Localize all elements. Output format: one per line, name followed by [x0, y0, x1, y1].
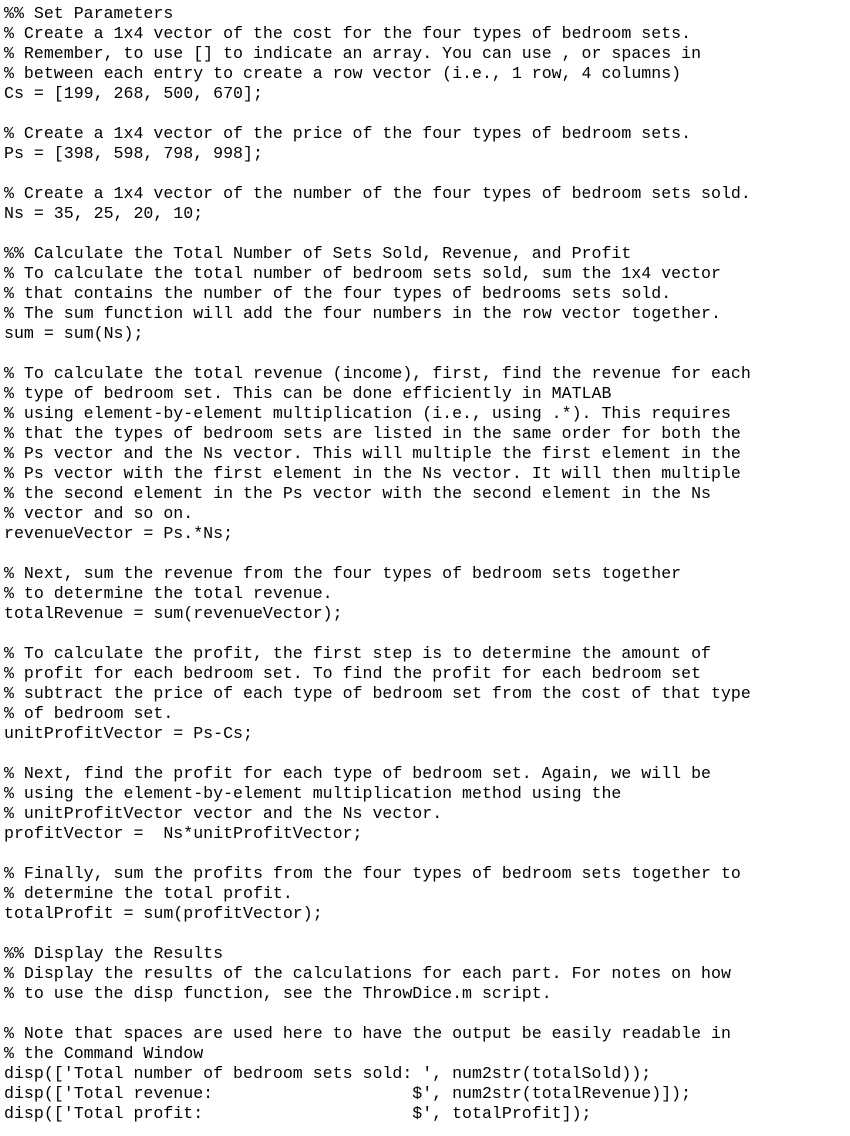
- code-line[interactable]: [4, 1004, 846, 1024]
- code-line[interactable]: % Create a 1x4 vector of the number of the four types of bedroom sets sold.: [4, 184, 751, 203]
- code-line[interactable]: % type of bedroom set. This can be done efficiently in MATLAB: [4, 384, 612, 403]
- code-line[interactable]: totalRevenue = sum(revenueVector);: [4, 604, 343, 623]
- code-line[interactable]: % of bedroom set.: [4, 704, 174, 723]
- code-line[interactable]: % Display the results of the calculations for each part. For notes on how: [4, 964, 731, 983]
- code-editor[interactable]: [4, 4, 846, 1132]
- code-line[interactable]: % The sum function will add the four numbers in the row vector together.: [4, 304, 721, 323]
- code-line[interactable]: % Ps vector with the first element in the Ns vector. It will then multiple: [4, 464, 741, 483]
- code-line[interactable]: sum = sum(Ns);: [4, 324, 144, 343]
- code-line[interactable]: % unitProfitVector vector and the Ns vector.: [4, 804, 443, 823]
- code-line[interactable]: [4, 624, 846, 644]
- code-line[interactable]: [4, 844, 846, 864]
- code-line[interactable]: unitProfitVector = Ps-Cs;: [4, 724, 253, 743]
- code-line[interactable]: [4, 344, 846, 364]
- code-line[interactable]: % vector and so on.: [4, 504, 194, 523]
- code-line[interactable]: % subtract the price of each type of bedroom set from the cost of that type: [4, 684, 751, 703]
- code-line[interactable]: % Create a 1x4 vector of the cost for the four types of bedroom sets.: [4, 24, 692, 43]
- code-line[interactable]: % Note that spaces are used here to have the output be easily readable in: [4, 1024, 731, 1043]
- code-line[interactable]: % using element-by-element multiplication (i.e., using .*). This requires: [4, 404, 731, 423]
- code-line[interactable]: % Next, sum the revenue from the four types of bedroom sets together: [4, 564, 682, 583]
- code-line[interactable]: totalProfit = sum(profitVector);: [4, 904, 323, 923]
- code-line[interactable]: % Create a 1x4 vector of the price of the four types of bedroom sets.: [4, 124, 692, 143]
- code-line[interactable]: % to use the disp function, see the ThrowDice.m script.: [4, 984, 552, 1003]
- code-line[interactable]: [4, 224, 846, 244]
- code-line[interactable]: % Remember, to use [] to indicate an array. You can use , or spaces in: [4, 44, 702, 63]
- code-line[interactable]: %% Calculate the Total Number of Sets Sold, Revenue, and Profit: [4, 244, 632, 263]
- code-line[interactable]: % that the types of bedroom sets are listed in the same order for both the: [4, 424, 741, 443]
- code-line[interactable]: [4, 164, 846, 184]
- code-line[interactable]: Ns = 35, 25, 20, 10;: [4, 204, 204, 223]
- code-line[interactable]: [4, 104, 846, 124]
- code-line[interactable]: Cs = [199, 268, 500, 670];: [4, 84, 263, 103]
- code-line[interactable]: % the second element in the Ps vector with the second element in the Ns: [4, 484, 712, 503]
- code-line[interactable]: [4, 744, 846, 764]
- code-line[interactable]: %% Display the Results: [4, 944, 224, 963]
- code-line[interactable]: disp(['Total profit: $', totalProfit]);: [4, 1104, 592, 1123]
- code-line[interactable]: [4, 544, 846, 564]
- code-line[interactable]: disp(['Total number of bedroom sets sold: ', num2str(totalSold));: [4, 1064, 652, 1083]
- code-line[interactable]: [4, 924, 846, 944]
- code-line[interactable]: % between each entry to create a row vector (i.e., 1 row, 4 columns): [4, 64, 682, 83]
- code-line[interactable]: % determine the total profit.: [4, 884, 293, 903]
- code-line[interactable]: revenueVector = Ps.*Ns;: [4, 524, 234, 543]
- code-line[interactable]: % using the element-by-element multiplication method using the: [4, 784, 622, 803]
- code-line[interactable]: % Ps vector and the Ns vector. This will multiple the first element in the: [4, 444, 741, 463]
- code-line[interactable]: % the Command Window: [4, 1044, 204, 1063]
- code-line[interactable]: disp(['Total revenue: $', num2str(totalRevenue)]);: [4, 1084, 692, 1103]
- code-line[interactable]: profitVector = Ns*unitProfitVector;: [4, 824, 363, 843]
- code-line[interactable]: %% Set Parameters: [4, 4, 174, 23]
- code-line[interactable]: % To calculate the profit, the first step is to determine the amount of: [4, 644, 712, 663]
- code-line[interactable]: % Finally, sum the profits from the four types of bedroom sets together to: [4, 864, 741, 883]
- code-line[interactable]: % that contains the number of the four types of bedrooms sets sold.: [4, 284, 672, 303]
- code-line[interactable]: % profit for each bedroom set. To find the profit for each bedroom set: [4, 664, 702, 683]
- code-line[interactable]: % To calculate the total number of bedroom sets sold, sum the 1x4 vector: [4, 264, 721, 283]
- code-line[interactable]: % Next, find the profit for each type of bedroom set. Again, we will be: [4, 764, 712, 783]
- code-line[interactable]: % To calculate the total revenue (income), first, find the revenue for each: [4, 364, 751, 383]
- code-line[interactable]: Ps = [398, 598, 798, 998];: [4, 144, 263, 163]
- code-line[interactable]: % to determine the total revenue.: [4, 584, 333, 603]
